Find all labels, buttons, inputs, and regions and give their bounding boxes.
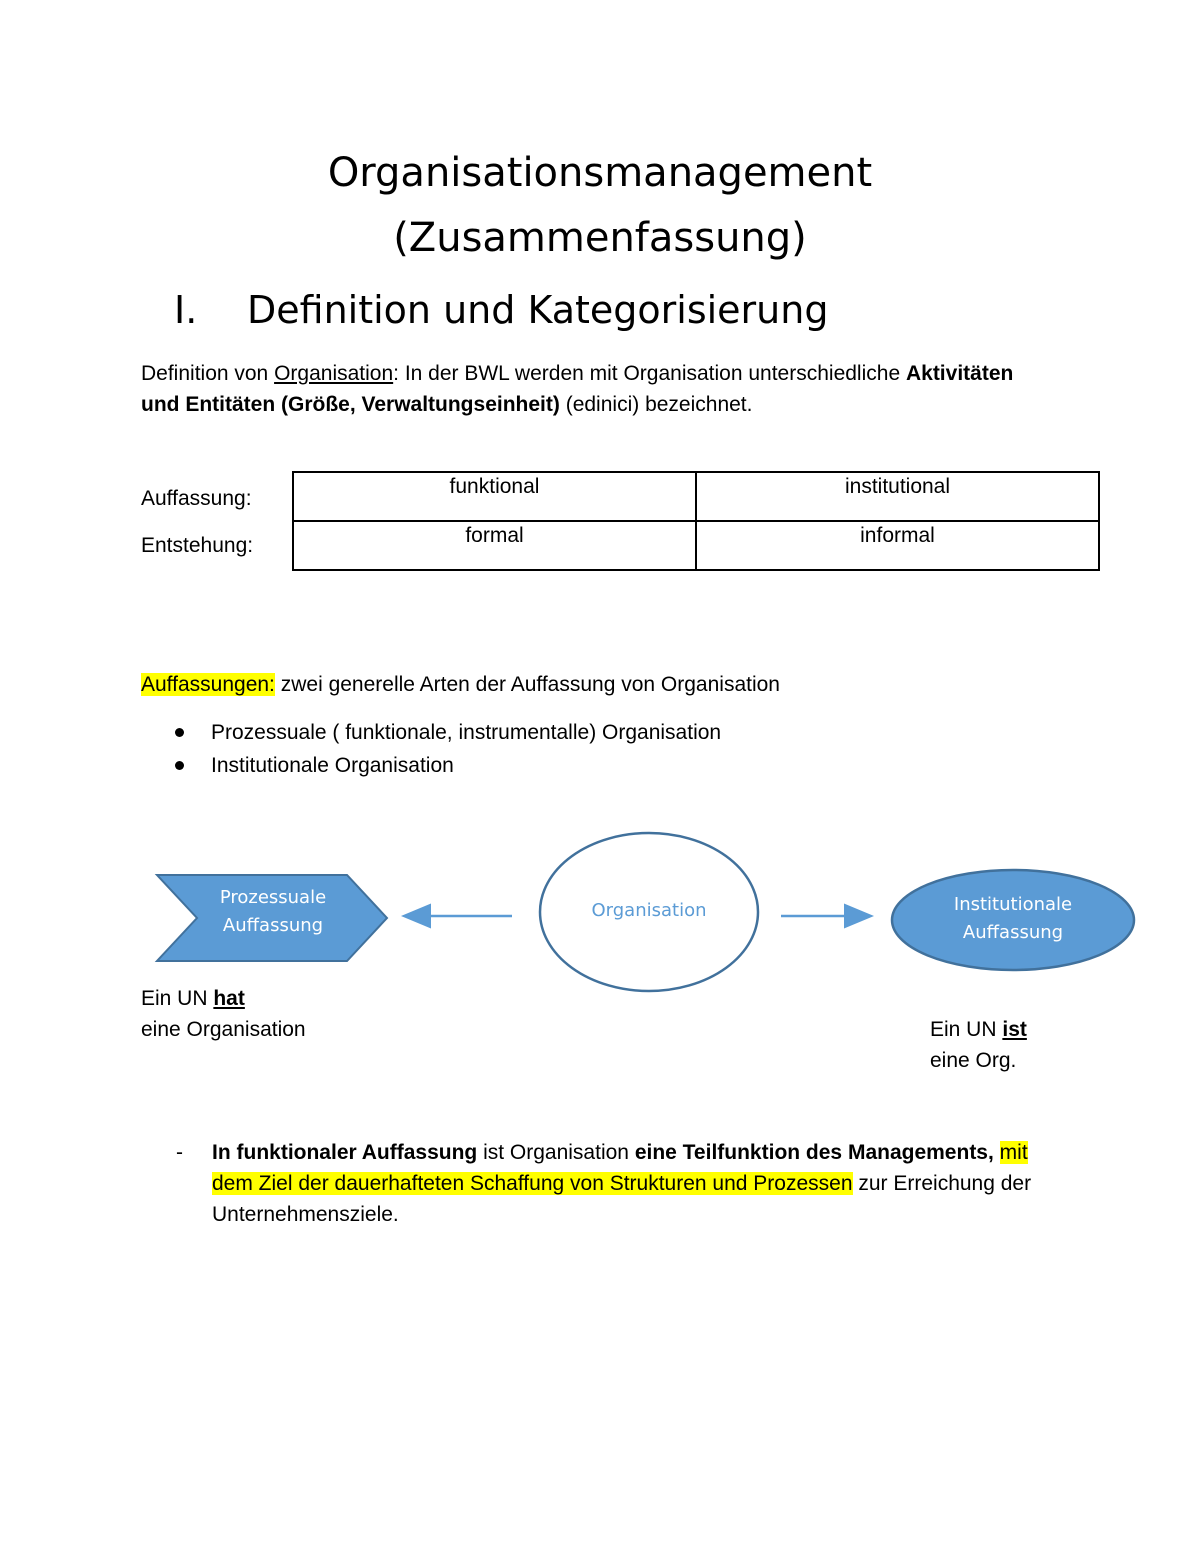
final-point-line1 — [212, 1137, 1082, 1168]
list-item-text: Prozessuale ( funktionale, instrumentalle) Organisation — [211, 721, 722, 744]
fp-p2: funktionaler Auffassung — [236, 1141, 478, 1164]
fp-highlight2: dem Ziel der dauerhafteten Schaffung von Strukturen und Prozessen — [212, 1172, 853, 1195]
left-caption-line1 — [141, 983, 306, 1014]
institutionale-label-line1: Institutionale — [953, 894, 1073, 915]
left-caption-line2: eine Organisation — [141, 1018, 306, 1041]
table-cell: informal — [696, 521, 1099, 570]
final-point-line3: Unternehmensziele. — [212, 1203, 399, 1226]
right-caption-a: Ein UN — [930, 1018, 1003, 1041]
left-caption — [141, 983, 306, 1045]
right-caption-verb: ist — [1002, 1018, 1027, 1041]
auffassungen-text: zwei generelle Arten der Auffassung von Organisation — [274, 673, 780, 696]
definition-bold-activities: Aktivitäten — [905, 362, 1014, 385]
section-title: Definition und Kategorisierung — [247, 288, 829, 332]
bullet-icon — [175, 728, 184, 737]
prozessuale-label — [195, 884, 351, 940]
definition-bold-entities: und Entitäten (Größe, Verwaltungseinheit) — [141, 393, 560, 416]
table-cell: formal — [293, 521, 696, 570]
institutionale-label-line2: Auffassung — [962, 922, 1064, 943]
left-caption-verb: hat — [213, 987, 245, 1010]
right-caption-line1 — [930, 1014, 1027, 1045]
table-row — [293, 521, 1099, 570]
left-caption-a: Ein UN — [141, 987, 214, 1010]
auffassungen-list — [141, 716, 721, 782]
table-row — [293, 472, 1099, 521]
list-item — [141, 716, 721, 749]
auffassungen-line — [141, 669, 780, 700]
definition-paragraph — [141, 358, 1101, 420]
definition-rest: (edinici) bezeichnet. — [559, 393, 753, 416]
bullet-icon — [175, 761, 184, 770]
list-item-text: Institutionale Organisation — [211, 754, 454, 777]
right-caption — [930, 1014, 1027, 1076]
auffassungen-label: Auffassungen: — [141, 673, 275, 696]
table-cell: funktional — [293, 472, 696, 521]
prozessuale-label-line1: Prozessuale — [219, 887, 327, 908]
final-point-line2 — [212, 1168, 1082, 1199]
definition-middle: : In der BWL werden mit Organisation unterschiedliche — [393, 362, 906, 385]
document-title-line2: (Zusammenfassung) — [393, 215, 807, 261]
institutionale-label — [913, 891, 1113, 947]
fp-p5: , — [988, 1141, 1000, 1164]
prozessuale-label-line2: Auffassung — [222, 915, 324, 936]
definition-term: Organisation — [274, 362, 394, 385]
list-item — [141, 749, 721, 782]
section-number: I. — [174, 288, 198, 332]
final-point-paragraph — [212, 1137, 1082, 1230]
definition-prefix: Definition von — [141, 362, 275, 385]
fp-p1: In — [212, 1141, 237, 1164]
row-label-auffassung: Auffassung: — [141, 487, 252, 510]
row-label-entstehung: Entstehung: — [141, 534, 254, 557]
fp-highlight1: mit — [999, 1141, 1028, 1164]
right-caption-line2: eine Org. — [930, 1049, 1017, 1072]
fp-p4: eine Teilfunktion des Managements — [634, 1141, 988, 1164]
organisation-label: Organisation — [591, 900, 707, 921]
definition-line1 — [141, 358, 1101, 389]
fp-p6: zur Erreichung der — [852, 1172, 1032, 1195]
table-cell: institutional — [696, 472, 1099, 521]
definition-line2 — [141, 389, 1101, 420]
document-title-line1: Organisationsmanagement — [327, 150, 873, 196]
dash-marker: - — [176, 1141, 183, 1164]
category-table — [292, 471, 1100, 571]
fp-p3: ist Organisation — [477, 1141, 635, 1164]
